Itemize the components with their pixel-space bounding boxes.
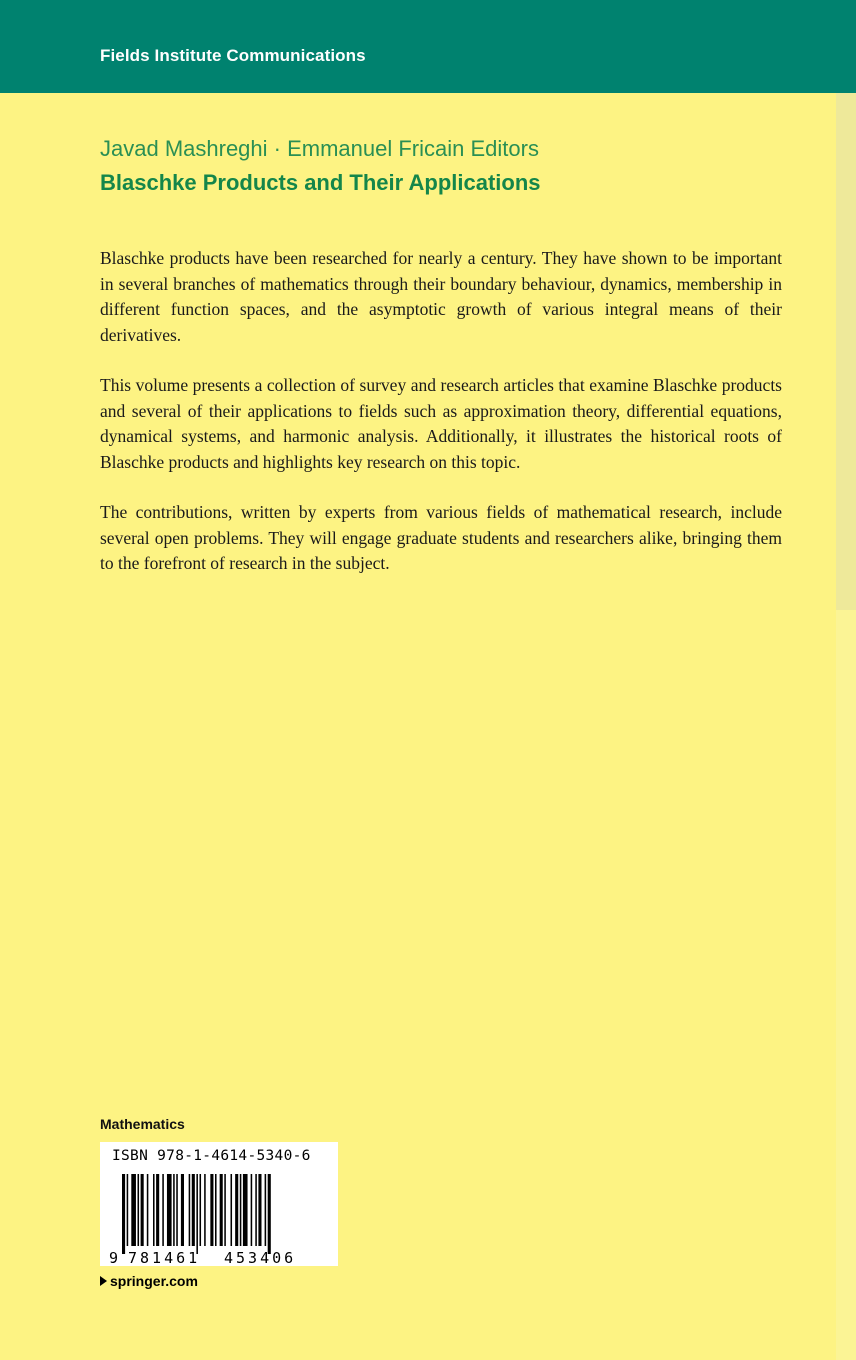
barcode-digits-left: 781461 <box>128 1249 201 1266</box>
subject-label: Mathematics <box>100 1116 185 1132</box>
barcode-bar <box>240 1174 242 1246</box>
barcode-bar <box>204 1174 206 1246</box>
description-paragraph: This volume presents a collection of survey and research articles that examine Blaschke products and several of their applications to fields such as approximation theory, differential equations, dynamical systems, and harmonic analysis. Additionally, it illustrates the historical roots of Blaschke products and highlights key research on this topic. <box>100 375 782 472</box>
barcode-bar <box>243 1174 248 1246</box>
publisher-link[interactable]: springer.com <box>110 1273 198 1289</box>
barcode-svg <box>100 1142 338 1266</box>
barcode-bar <box>258 1174 261 1246</box>
barcode-bar <box>196 1174 198 1254</box>
barcode-bar <box>251 1174 253 1246</box>
barcode-bar <box>231 1174 233 1246</box>
barcode-bar <box>220 1174 223 1246</box>
barcode-bar <box>224 1174 226 1246</box>
barcode-digits-right: 453406 <box>224 1249 297 1266</box>
barcode-bar <box>200 1174 202 1246</box>
barcode-bar <box>167 1174 172 1246</box>
barcode-bar <box>235 1174 238 1246</box>
arrow-right-icon <box>100 1276 107 1286</box>
barcode-bar <box>176 1174 178 1246</box>
book-title: Blaschke Products and Their Applications <box>100 170 541 195</box>
spine-shade <box>836 93 856 610</box>
barcode-bar <box>265 1174 267 1246</box>
barcode-bar <box>153 1174 155 1246</box>
barcode-bar <box>189 1174 191 1246</box>
isbn-text: ISBN 978-1-4614-5340-6 <box>112 1148 311 1164</box>
series-band <box>0 0 856 93</box>
series-title: Fields Institute Communications <box>100 46 366 65</box>
barcode-digit-lead: 9 <box>109 1249 119 1266</box>
barcode-bar <box>141 1174 144 1246</box>
barcode-bar <box>192 1174 195 1246</box>
isbn-barcode <box>100 1142 338 1266</box>
barcode-bar <box>156 1174 159 1246</box>
book-description <box>100 246 782 602</box>
barcode-bar <box>127 1174 129 1246</box>
publisher-row <box>100 1273 198 1289</box>
barcode-bar <box>255 1174 257 1246</box>
barcode-bar <box>210 1174 213 1246</box>
barcode-bar <box>268 1174 271 1254</box>
description-paragraph: The contributions, written by experts from various fields of mathematical research, include several open problems. They will engage graduate students and researchers alike, bringing them to the forefront of research in the subject. <box>100 502 782 573</box>
barcode-bar <box>162 1174 164 1246</box>
barcode-bar <box>138 1174 140 1246</box>
barcode-bar <box>122 1174 125 1254</box>
description-paragraph: Blaschke products have been researched for nearly a century. They have shown to be important in several branches of mathematics through their boundary behaviour, dynamics, membership in different function spaces, and the asymptotic growth of various integral means of their derivatives. <box>100 248 782 345</box>
barcode-bar <box>181 1174 184 1246</box>
barcode-bars <box>122 1174 271 1254</box>
book-editors: Javad Mashreghi · Emmanuel Fricain Editors <box>100 136 539 161</box>
barcode-bar <box>215 1174 217 1246</box>
barcode-bar <box>173 1174 175 1246</box>
barcode-bar <box>131 1174 136 1246</box>
barcode-bar <box>147 1174 149 1246</box>
